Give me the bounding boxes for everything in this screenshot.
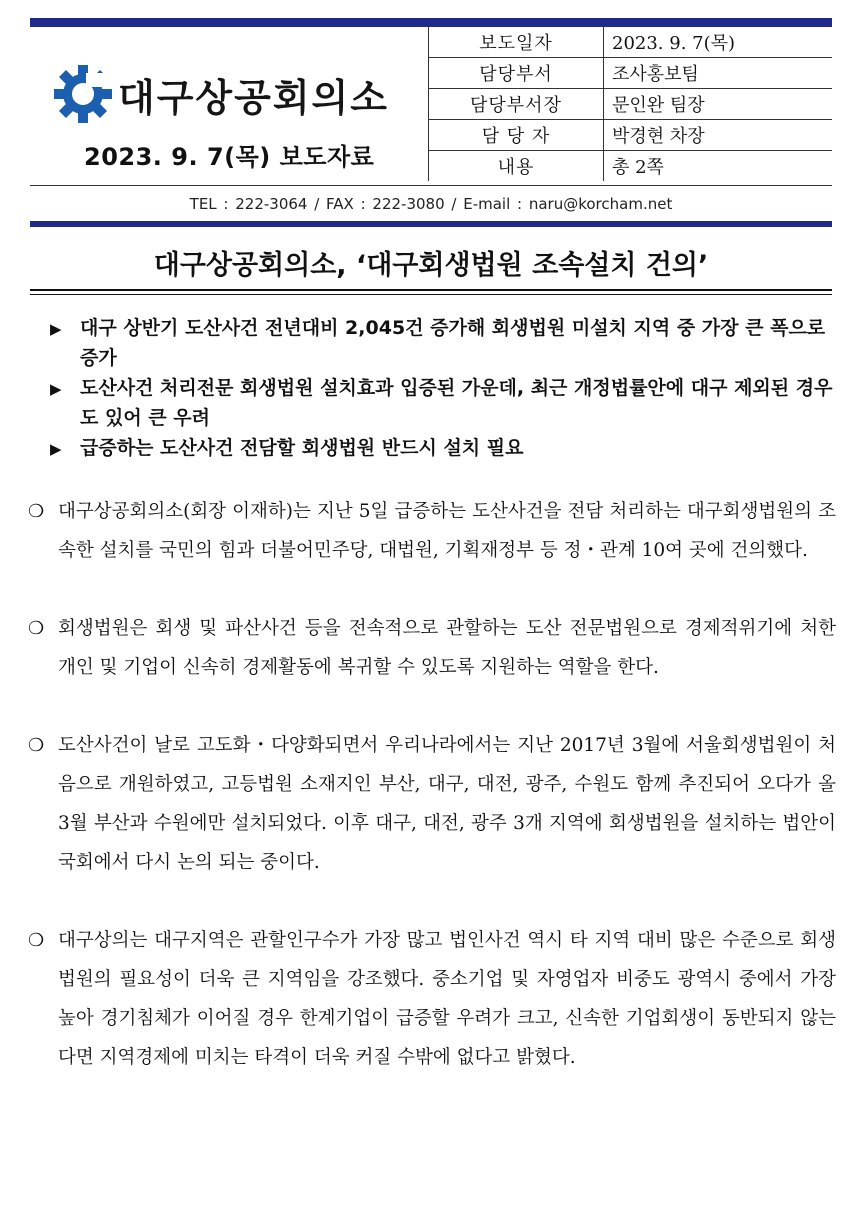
logo-area [30, 27, 428, 185]
summary-bullet [50, 373, 840, 433]
summary-bullet-text: 대구 상반기 도산사건 전년대비 2,045건 증가해 회생법원 미설치 지역 중 가장 큰 폭으로 증가 [80, 317, 826, 369]
title-rule [30, 289, 832, 291]
gear-logo-icon [52, 63, 114, 125]
org-name: 대구상공회의소 [118, 75, 389, 120]
info-value: 박경현 차장 [604, 120, 833, 151]
title-rule-thin [30, 294, 832, 295]
info-label: 담당부서 [429, 58, 604, 89]
circle-bullet-icon: ❍ [28, 735, 45, 756]
mid-accent-bar [30, 221, 832, 227]
info-label: 내용 [429, 151, 604, 182]
info-row [429, 89, 833, 120]
info-row [429, 27, 833, 58]
top-accent-bar [30, 18, 832, 27]
body-paragraph [28, 921, 836, 1077]
info-value: 조사홍보팀 [604, 58, 833, 89]
paragraph-text: 대구상의는 대구지역은 관할인구수가 가장 많고 법인사건 역시 타 지역 대비 많은 수준으로 회생법원의 필요성이 더욱 큰 지역임을 강조했다. 중소기업 및 자영업자 비중도 광역시 중에서 가장 높아 경기침체가 이어질 경우 한계기업이 급증할 우려가 크고, 신속한 기업회생이 동반되지 않는다면 지역경제에 미치는 타격이 더욱 커질 수밖에 없다고 밝혔다. [58, 930, 836, 1068]
info-label: 담 당 자 [429, 120, 604, 151]
summary-bullets [50, 313, 840, 464]
circle-bullet-icon: ❍ [28, 501, 45, 522]
info-value: 총 2쪽 [612, 157, 664, 178]
summary-bullet [50, 433, 840, 464]
press-release-date: 2023. 9. 7(목) 보도자료 [84, 143, 375, 171]
circle-bullet-icon: ❍ [28, 930, 45, 951]
press-header [30, 27, 832, 185]
contact-line: TEL : 222-3064 / FAX : 222-3080 / E-mail : naru@korcham.net [30, 185, 832, 222]
summary-bullet [50, 313, 840, 373]
triangle-right-icon: ▶ [50, 320, 62, 338]
circle-bullet-icon: ❍ [28, 618, 45, 639]
paragraph-text: 도산사건이 날로 고도화・다양화되면서 우리나라에서는 지난 2017년 3월에 서울회생법원이 처음으로 개원하였고, 고등법원 소재지인 부산, 대구, 대전, 광주, 수원도 함께 추진되어 오다가 올 3월 부산과 수원에만 설치되었다. 이후 대구, 대전, 광주 3개 지역에 회생법원을 설치하는 법안이 국회에서 다시 논의 되는 중이다. [58, 735, 836, 873]
summary-bullet-text: 급증하는 도산사건 전담할 회생법원 반드시 설치 필요 [80, 437, 524, 459]
paragraph-text: 회생법원은 회생 및 파산사건 등을 전속적으로 관할하는 도산 전문법원으로 경제적위기에 처한 개인 및 기업이 신속히 경제활동에 복귀할 수 있도록 지원하는 역할을 한다. [58, 618, 836, 678]
info-row [429, 120, 833, 151]
body-paragraph [28, 609, 836, 687]
info-label: 담당부서장 [429, 89, 604, 120]
body-paragraph [28, 492, 836, 570]
body-paragraphs [28, 492, 836, 1116]
info-row [429, 151, 833, 182]
triangle-right-icon: ▶ [50, 440, 62, 458]
info-table [428, 27, 832, 181]
info-value: 문인완 팀장 [604, 89, 833, 120]
summary-bullet-text: 도산사건 처리전문 회생법원 설치효과 입증된 가운데, 최근 개정법률안에 대구 제외된 경우도 있어 큰 우려 [80, 377, 833, 429]
info-label: 보도일자 [429, 27, 604, 58]
org-logo [52, 63, 389, 125]
paragraph-text: 대구상공회의소(회장 이재하)는 지난 5일 급증하는 도산사건을 전담 처리하는 대구회생법원의 조속한 설치를 국민의 힘과 더불어민주당, 대법원, 기획재정부 등 정・관계 10여 곳에 건의했다. [58, 501, 836, 561]
triangle-right-icon: ▶ [50, 380, 62, 398]
info-row [429, 58, 833, 89]
body-paragraph [28, 726, 836, 882]
page-title: 대구상공회의소, ‘대구회생법원 조속설치 건의’ [153, 250, 709, 281]
info-value: 2023. 9. 7(목) [604, 27, 833, 58]
